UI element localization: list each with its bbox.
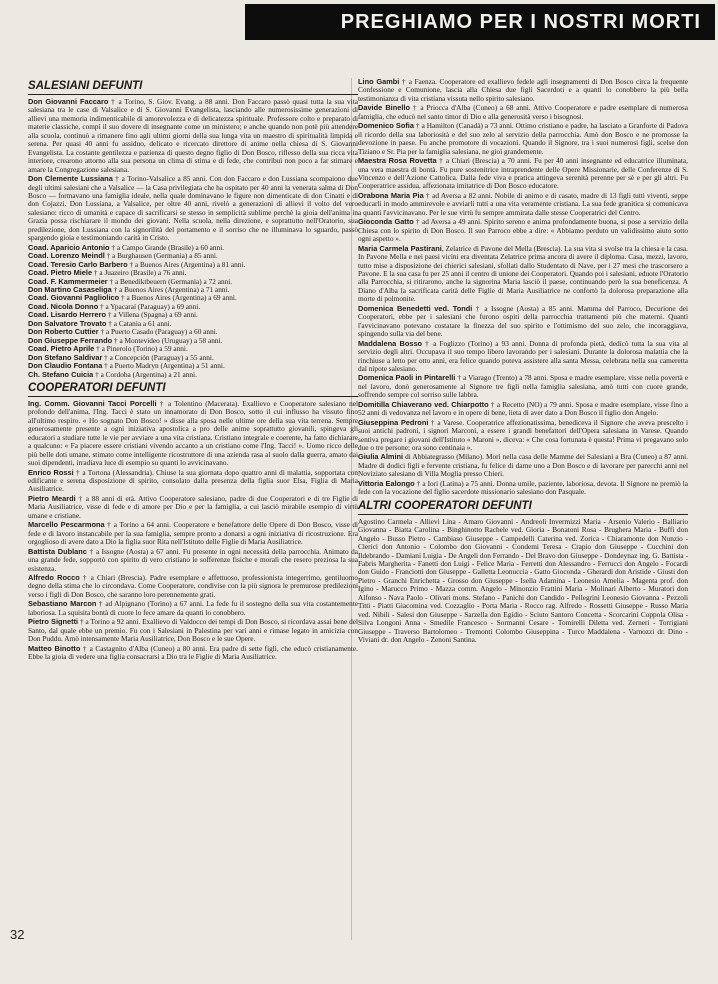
deceased-name: Coad. Pietro Aprile [28, 344, 95, 354]
deceased-name: Orabona Maria Pia [358, 190, 424, 200]
obituary-text: † a Villena (Spagna) a 69 anni. [106, 310, 198, 320]
deceased-name: Vittoria Ealongo [358, 478, 415, 488]
obituary-entry [358, 480, 688, 497]
obituary-entry [358, 192, 688, 217]
obituary-text: † a Foglizzo (Torino) a 93 anni. Donna di profonda pietà, dedicò tutta la sua vita al servizio degli altri. Occupava il suo tempo libero lavorando per i salesiani. Durante la dolorosa malattia che la rinchiuse a letto per otto anni, era felice quando poteva assistere alla santa Messa, celebrata nella sua cameretta dal nipote salesiano. [358, 338, 688, 373]
obituary-text: † a Chiari (Brescia) a 70 anni. Fu per 40 anni insegnante ed educatrice illuminata, una vera maestra di bontà. Fu pure sostenitrice intraprendente delle Opere Missionarie, delle Conferenze di S. Vincenzo e dell'Azione Cattolica. Dalla fede viva e pratica attingeva serenità perenne per sè e per gli altri. Fu Cooperatrice assidua, affezionata imitatrice di Don Bosco educatore. [358, 156, 688, 191]
deceased-name: Gioconda Gatto [358, 217, 414, 227]
obituary-text: † a Torino, S. Giov. Evang. a 88 anni. Don Faccaro passò quasi tutta la sua vita salesiana tra le case di Valsalice e di S. Giovanni Evangelista, lasciando alle numerosissime generazioni di allievi una memoria indimenticabile di amorevolezza e di delicatezza spirituale. Professore colto e preparato di materie classiche, compì il suo dovere di insegnante come un ministero; e anche quando non potè più attendere alla scuola, continuò a rimanere fino agli ultimi giorni della sua lunga vita un maestro di spiritualità limpida e serena. Per quasi 40 anni fu assiduo, delicato e ricercato direttore di anime nella chiesa di S. Giovanni Evangelista. La costante gentilezza e pazienza di questo degno figlio di Don Bosco, riflesso della sua ricca vita interiore, crearono attorno alla sua persona un clima di stima e di fede, che contribuì non poco a far stimare e amare la Congregazione salesiana. [28, 97, 358, 174]
obituary-text: † ad Alpignano (Torino) a 67 anni. La fede fu il sostegno della sua vita costantemente laboriosa. La squisita bontà di cuore lo fece amare da quanti lo conobbero. [28, 599, 358, 617]
obituary-entry [358, 245, 688, 304]
obituary-text: † a Pinerolo (Torino) a 59 anni. [94, 344, 188, 354]
deceased-name: Maddalena Bosso [358, 338, 423, 348]
deceased-name: Giuseppina Pedroni [358, 417, 429, 427]
deceased-name: Maria Carmela Pastirani [358, 243, 442, 253]
obituary-entry [358, 340, 688, 374]
salesiani-list [28, 98, 358, 243]
obituary-text: † a Concepción (Paraguay) a 55 anni. [102, 352, 214, 362]
obituary-entry [28, 618, 358, 643]
obituary-entry [358, 453, 688, 478]
deceased-name: Don Roberto Cuttier [28, 327, 99, 337]
page-number: 32 [10, 927, 25, 942]
deceased-name: Don Clemente Lussiana [28, 174, 113, 184]
obituary-entry [28, 495, 358, 520]
deceased-name: Don Salvatore Trovato [28, 318, 107, 328]
obituary-text: † a Campo Grande (Brasile) a 60 anni. [109, 242, 225, 252]
deceased-name: Don Martino Casaseliga [28, 284, 112, 294]
deceased-name: Coad. Aparicio Antonio [28, 242, 110, 252]
deceased-name: Coad. Teresio Carlo Barbero [28, 259, 128, 269]
section-title-salesiani: SALESIANI DEFUNTI [28, 80, 358, 95]
deceased-name: Pietro Meardi [28, 493, 76, 503]
obituary-text: † a Varese. Cooperatrice affezionatissima, benediceva il Signore che aveva prescelto i suoi antichi padroni, i signori Marconi, a essere i grandi benefattori dell'Opera salesiana in Varese. Quando sentiva pregare i giovani dell'Istituto « Maroni », diceva: « Che cosa fortunata è questa! Prima vi pregavano solo due o tre persone; ora sono centinaia ». [358, 417, 688, 453]
obituary-text: † a Tortona (Alessandria). Chiuse la sua giornata dopo quattro anni di malattia, sopportata con edificante e serena disposizione di spirito, consolato dalla presenza della figlia suor Elsa, Figlia di Maria Ausiliatrice. [28, 467, 358, 494]
obituary-text: † a Priocca d'Alba (Cuneo) a 68 anni. Attivo Cooperatore e padre esemplare di numerosa famiglia, che educò nel santo timor di Dio e alla generosità verso i bisognosi. [358, 103, 688, 121]
obituary-text: † a Torino-Valsalice a 85 anni. Con don Faccaro e don Lussiana scompaiono due degli ultimi salesiani che a Valsalice — la Casa privilegiata che ha ospitato per 40 anni la venerata salma di Don Bosco — formavano una famiglia ideale, nella quale dominavano le figure non dimenticate di don Cinatti e di don Cojazzi. Don Lussiana, a Valsalice, per oltre 40 anni, rivelò a generazioni di allievi il volto del vero salesiano: ricco di umanità e capace di sacrificarsi se stesso in semplicità sublime perchè la gioia dell'anima in Grazia possa rischiarare il mondo dei giovani. Nella scuola, nella direzione, e soprattutto nell'Oratorio, sua predilezione, don Lussiana con la signorilità del portamento e il sorriso che ne illuminava lo sguardo, passò spargendo gioia e testimoniando carità in Cristo. [28, 174, 358, 243]
obituary-text: † ad Aversa a 49 anni. Spirito sereno e anima profondamente buona, si pose a servizio della Chiesa con lo spirito di Don Bosco. Il suo Parroco ebbe a dire: « Abbiamo perduto un validissimo aiuto sotto ogni aspetto ». [358, 217, 688, 244]
obituary-entry [358, 122, 688, 156]
altri-cooperatori-text: Agostino Carmela - Allievi Lina - Amaro Giovanni - Andreoli Invermizzi Maria - Arsenio Valerio - Balliario Giovanna - Biatta Carolina - Binghinotto Rachele ved. Gioria - Bonatoni Rosa - Brughera Maria - Buffi don Angelo - Busso Pietro - Cambiaso Giuseppe - Campedelli Caterina ved. Zorica - Chiaramonte don Nunzio - Clerici don Antonio - Colombo don Giovanni - Condemi Teresa - Crapio don Giuseppe - Cucchini don Ildebrando - Damiani Luigia - De Angeli don Ferrando - Del Bravo don Giuseppe - Dondeynaz ing. G. Battista - Fabris Margherita - Fanetti don Luigi - Felice Maria - Ferretti don Alessandro - Ferrucci don Angelo - Focardi don Guido - Franciotti don Giuseppe - Galletta Leonuccia - Gatto Gioconda - Gherardi don Aristide - Giusti don Pietro - Granchi Enrichetta - Grosso don Giuseppe - Isella Adamina - Leonesio Amelia - Magenta prof. don Igino - Marucco Primo - Mazza comm. Angelo - Minonzio Frattini Maria - Molinari Alberto - Muratori don Alfonso - Nava Paolo - Olivari mons. Stefano - Panichi don Candido - Pellegrini Leonesio Giovanna - Pezzoli Titti - Piatti Giacomina ved. Cozzaglio - Porta Maria - Rocco rag. Alfredo - Rossetti Giuseppe - Russo Maria ved. Nibili - Salesi don Giuseppe - Sarzella don Egidio - Sciuto Santoro Concetta - Scorcarini Coppola Olisa - Silva Longoni Anna - Smedile Francesco - Sormanni Cesare - Tomirelli Diletta ved. Zerneri - Torrigiani Giuseppe - Traverso Bartolomeo - Tremonti Colombo Giuseppina - Turco Maddalena - Varnozzi dr. Dino - Viviani dr. don Angelo - Zenoni Santina. [358, 516, 688, 645]
deceased-name: Coad. F. Kammermeier [28, 276, 108, 286]
deceased-name: Battista Dublanc [28, 546, 87, 556]
deceased-name: Don Giovanni Faccaro [28, 97, 109, 106]
deceased-name: Coad. Lisardo Herrero [28, 310, 107, 320]
deceased-name: Don Stefano Saldivar [28, 352, 103, 362]
obituary-entry [28, 469, 358, 494]
obituary-text: † a Buenos Aires (Argentina) a 71 anni. [111, 284, 230, 294]
deceased-name: Lino Gambi [358, 78, 400, 86]
page-banner: PREGHIAMO PER I NOSTRI MORTI [245, 4, 715, 40]
obituary-text: † ad Aversa a 82 anni. Nobile di animo e di casato, madre di 13 figli tutti viventi, seppe educarli in modo ammirevole e avviarli tutti a una vita veramente cristiana. La sua fede granitica si comunicava a quanti l'avvicinavano. Per le sue virtù fu sempre ammirata dalle stesse Cooperatrici del Centro. [358, 190, 688, 217]
deceased-name: Marcello Pescarmona [28, 520, 105, 530]
deceased-name: Domitilla Chiaverano ved. Chiarpotto [358, 399, 489, 409]
coadiutori-list [28, 244, 358, 379]
obituary-entry [28, 400, 358, 468]
deceased-name: Don Giuseppe Ferrando [28, 335, 113, 345]
obituary-entry [358, 419, 688, 453]
obituary-entry [358, 401, 688, 418]
deceased-name: Coad. Lorenzo Meindl [28, 251, 105, 261]
deceased-name: Giulia Almini [358, 452, 404, 462]
obituary-text: † a Issogne (Aosta) a 85 anni. Mamma del Parroco, Decurione dei Cooperatori, ebbe per i salesiani che furono ospiti della parrocchia trattamenti più che materni. Quanti l'avvicinavano potevano costatare la finezza del suo spirito e l'ottimismo del suo zelo, che incoraggiava, spingendo sulla via del bene. [358, 303, 688, 339]
obituary-text: † a Torino a 92 anni. Exallievo di Valdocco dei tempi di Don Bosco, si ricordava assai bene del Santo, dal quale ebbe un premio. Fu con i Salesiani in Palestina per vari anni e rimase legato in amicizia con Don Puddu. Amò intensamente Maria Ausiliatrice, Don Bosco e le sue Opere. [28, 617, 358, 644]
obituary-text: † a 88 anni di età. Attivo Cooperatore salesiano, padre di due Cooperatori e di tre Figlie di Maria Ausiliatrice, visse di fede e di amore per Dio e per la famiglia, a cui lasciò mirabile esempio di virtù umane e cristiane. [28, 493, 358, 520]
obituary-text: † a Montevideo (Uruguay) a 58 anni. [112, 335, 223, 345]
obituary-text: † a Buenos Aires (Argentina) a 81 anni. [127, 259, 246, 269]
obituary-text: di Abbiategrasso (Milano). Morì nella casa delle Mamme dei Salesiani a Bra (Cuneo) a 87 anni. Madre di dodici figli e fervente cristiana, fu felice di darne uno a Don Bosco e di lavorare per parecchi anni nel Noviziato salesiano di Villa Moglia presso Chieri. [358, 452, 688, 479]
obituary-text: † a Juazeiro (Brasile) a 76 anni. [92, 268, 187, 278]
obituary-text: † a Puerto Casado (Paraguay) a 60 anni. [98, 327, 218, 337]
obituary-text: † a Torino a 64 anni. Cooperatore e benefattore delle Opere di Don Bosco, visse di fede e di lavoro instancabile per la sua famiglia, sempre pronto a donarsi a ogni iniziativa di ricostruzione. Era orgoglioso di avere dato a Dio la figlia suor Rita nell'Istituto delle Figlie di Maria Ausiliatrice. [28, 520, 358, 547]
obituary-entry [358, 374, 688, 399]
section-title-cooperatori: COOPERATORI DEFUNTI [28, 382, 358, 397]
obituary-text: † a Burghausen (Germania) a 85 anni. [104, 251, 218, 261]
deceased-name: Alfredo Rocco [28, 573, 80, 583]
deceased-name: Pietro Signetti [28, 617, 79, 627]
obituary-text: † a Ypacaraí (Paraguay) a 69 anni. [98, 301, 201, 311]
deceased-name: Coad. Pietro Miele [28, 268, 93, 278]
deceased-name: Coad. Nicola Donno [28, 301, 99, 311]
obituary-text: † a Buenos Aires (Argentina) a 69 anni. [119, 293, 237, 303]
obituary-text: † a Chiari (Brescia). Padre esemplare e affettuoso, professionista integerrimo, gentiluomo degno della stima che lo circondava. Come Cooperatore, condivise con la più signora le premurose predilezioni verso i figli di Don Bosco, che saranno loro perennemente grati. [28, 573, 358, 599]
left-column [28, 78, 358, 948]
obituary-text: † a Puerto Madryn (Argentina) a 51 anni. [102, 361, 225, 371]
obituary-entry [28, 600, 358, 617]
obituary-entry [28, 574, 358, 599]
obituary-entry [28, 371, 358, 379]
obituary-text: † a Hamilton (Canadà) a 73 anni. Ottimo cristiano e padre, ha lasciato a Granforte di Padova il ricordo della sua laboriosità e del suo zelo al servizio della parrocchia. Amò don Bosco e ne promosse la devozione in paese. Fu anche promotore di vocazioni. Quando il Signore, tra i suoi numerosi figli, scelse don Tiziano e Sr. Pia per la famiglia salesiana, ne gioì grandemente. [358, 121, 688, 156]
obituary-text: † a Benediktbeuern (Germania) a 72 anni. [107, 276, 233, 286]
deceased-name: Sebastiano Marcon [28, 599, 97, 609]
obituary-text: † a Issogne (Aosta) a 67 anni. Fu presente in ogni necessità della parrocchia. Animato da una grande fede, sopportò con spirito di vero cristiano le sofferenze fisiche e morali che resero preziosa la sua esistenza. [28, 546, 358, 573]
obituary-text: † a Catania a 61 anni. [106, 318, 172, 328]
cooperatori-list [28, 400, 358, 662]
obituary-entry [28, 521, 358, 546]
obituary-entry [28, 175, 358, 243]
obituary-entry [28, 645, 358, 662]
obituary-entry [28, 548, 358, 573]
cooperatori-continued-list [358, 78, 688, 497]
obituary-text: † a Castagnito d'Alba (Cuneo) a 80 anni. Era padre di sette figli, che educò cristianamente. Ebbe la gioia di vedere una figlia consacrarsi a Dio tra le Figlie di Maria Ausiliatrice. [28, 643, 358, 662]
section-title-altri-cooperatori: ALTRI COOPERATORI DEFUNTI [358, 500, 688, 515]
deceased-name: Domenica Paoli in Pintarelli [358, 373, 456, 383]
deceased-name: Domenico Sofia [358, 121, 414, 131]
obituary-text: † a Tolentino (Macerata). Exallievo e Cooperatore salesiano nel profondo dell'anima, l'Ing. Tacci è stato un innamorato di Don Bosco, sotto il cui influsso ha vissuto fino all'ultimo respiro. « Ho sognato Don Bosco! » disse alla sposa nelle ultime ore della sua vita terrena. Sempre generosamente presente a ogni iniziativa apostolica a pro delle anime soprattutto giovanili, spingeva gli educatori a studiare tutte le vie per avviare a una vita cristiana. Cristiano integrale e coerente, ha fatto dichiarare a qualcuno: « Fa piacere essere cristiani vivendo accanto a un cristiano come l'Ing. Tacci! ». Uomo ricco delle più belle doti umane, stimato come intelligente ricostruttore di una azienda rasa al suolo dalla guerra, amato dai suoi dipendenti, irradiava luce di esempio su quanti lo avvicinavano. [28, 398, 358, 468]
deceased-name: Enrico Rossi [28, 467, 74, 477]
obituary-text: † a Faenza. Cooperatore ed exallievo fedele agli insegnamenti di Don Bosco circa la frequente Confessione e Comunione, lascia alla Chiesa due figli Sacerdoti e a quanti lo conobbero la più bella testimonianza di vita cristiana vissuta nello spirito salesiano. [358, 78, 688, 103]
deceased-name: Ing. Comm. Giovanni Tacci Porcelli [28, 398, 157, 408]
deceased-name: Don Claudio Fontana [28, 361, 103, 371]
obituary-text: , Zelatrice di Pavone del Mella (Brescia). La sua vita si svolse tra la chiesa e la casa. In Pavone Mella e nei paesi vicini era diventata Zelatrice prima ancora di avere il diploma. Casa, mezzi, lavoro, tutto mise a disposizione dei chierici salesiani, sfollati dallo Studentato di Nave, per i 27 mesi che trascorsero a Pavone. E la sua casa fu per 25 anni il centro di unione dei Cooperatori. Quando poi i salesiani, eduote l'Oratorio alla Parrocchia, si ritirarono, anche la signorina Maria lasciò il paese, continuando però la sua beneficenza. A Diano d'Alba la sacrificata carità delle Figlie di Maria Ausiliatrice ne confortò la dolorosa preparazione alla morte di polmonite. [358, 243, 688, 304]
deceased-name: Matteo Binotto [28, 643, 81, 653]
deceased-name: Ch. Stefano Cuicia [28, 369, 94, 379]
obituary-entry [358, 104, 688, 121]
obituary-text: † a Cordoba (Argentina) a 21 anni. [93, 369, 197, 379]
deceased-name: Maestra Rosa Rovetta [358, 156, 437, 166]
obituary-entry [358, 78, 688, 103]
obituary-entry [358, 305, 688, 339]
obituary-entry [358, 157, 688, 191]
deceased-name: Davide Binello [358, 103, 410, 113]
obituary-text: † a Recetto (NO) a 79 anni. Sposa e madre esemplare, visse fino a 52 anni di vedovanza nel lavoro e in opere di bene, lieta di aver dato a Don Bosco il figlio don Angelo. [358, 399, 688, 418]
obituary-text: † a Iori (Latina) a 75 anni. Donna umile, paziente, laboriosa, devota. Il Signore ne premiò la fede con la vocazione del figlio sacerdote missionario salesiano don Pasquale. [358, 478, 688, 497]
obituary-entry [358, 218, 688, 243]
deceased-name: Coad. Giovanni Pagliolico [28, 293, 120, 303]
obituary-entry [28, 98, 358, 174]
deceased-name: Domenica Benedetti ved. Tondi [358, 303, 473, 313]
obituary-text: † a Viarago (Trento) a 78 anni. Sposa e madre esemplare, visse nella povertà e nel lavoro, donò generosamente al Signore tre figli nella famiglia salesiana, amò tutti con cuore grande, soffrendo sempre col sorriso sulle labbra. [358, 373, 688, 400]
right-column [358, 78, 688, 974]
